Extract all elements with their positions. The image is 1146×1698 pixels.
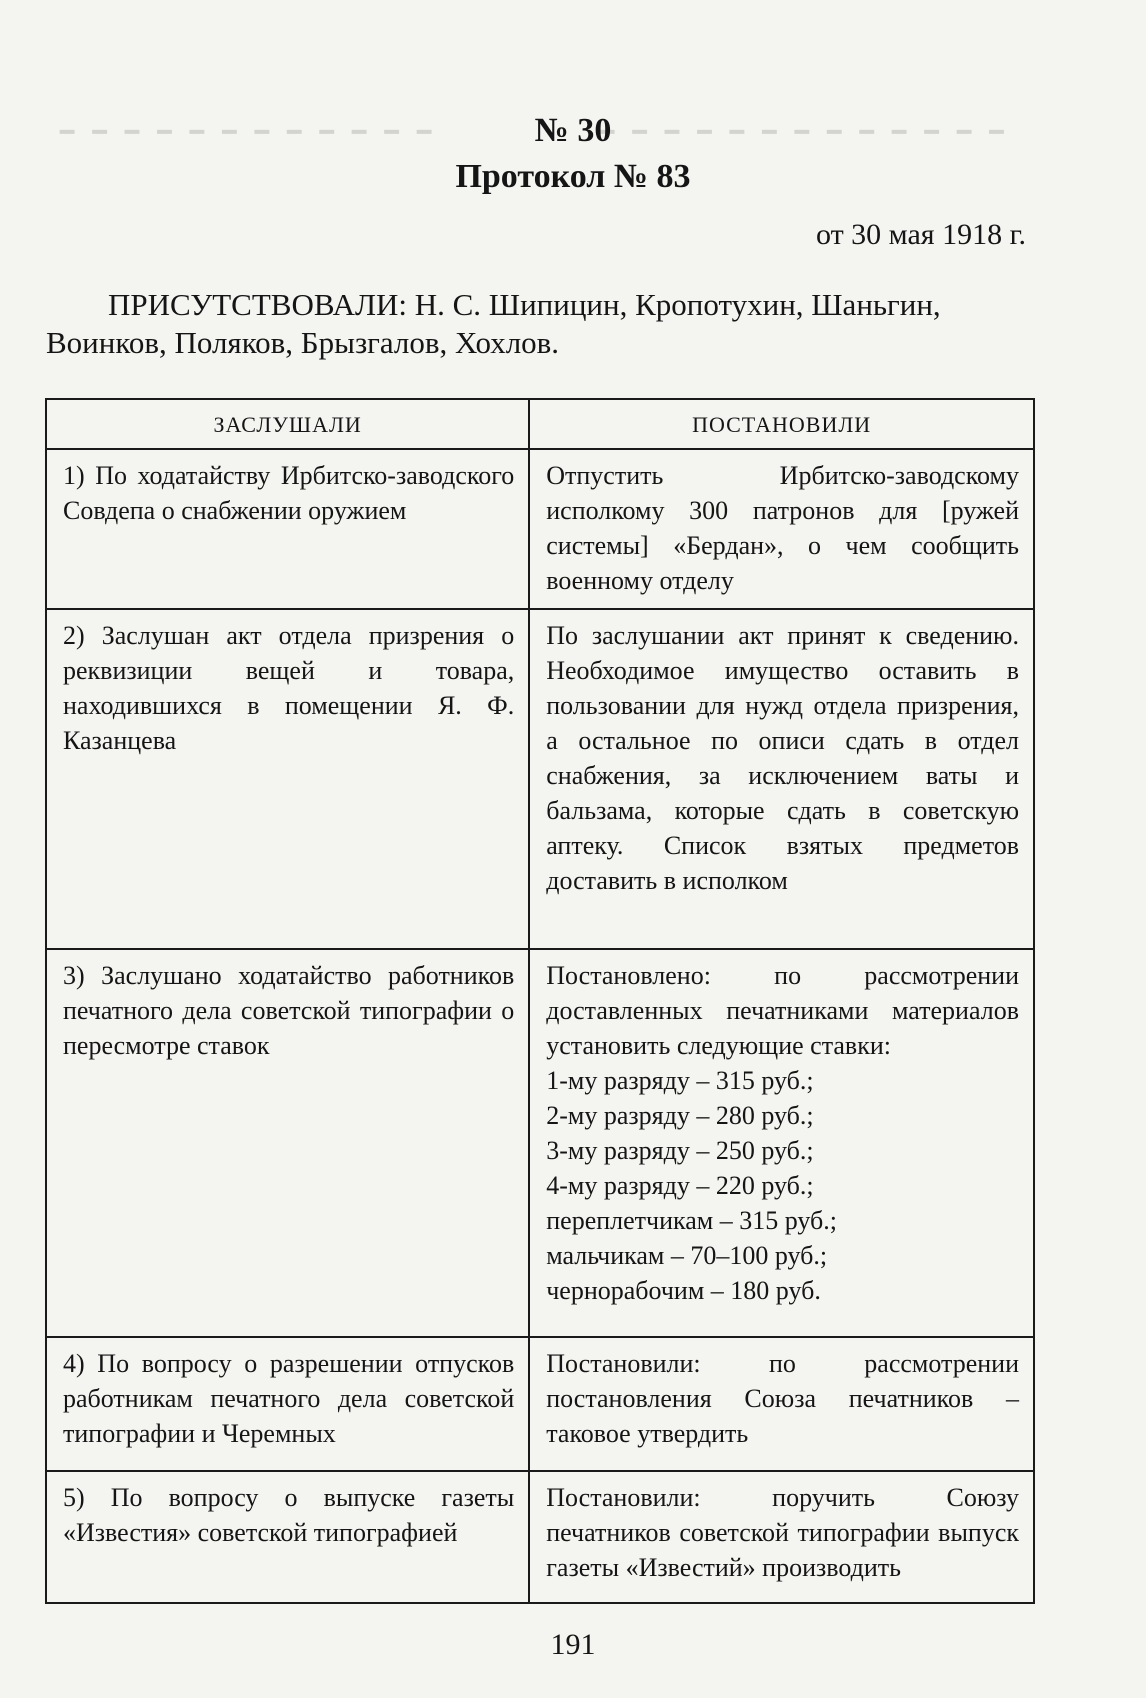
table-header-row — [46, 399, 1034, 449]
document-date: от 30 мая 1918 г. — [815, 218, 1026, 251]
table-row — [46, 949, 1034, 1337]
table-row — [46, 1337, 1034, 1471]
rate-line: 1-му разряду – 315 руб.; — [546, 1066, 814, 1095]
resolved-cell — [529, 949, 1034, 1337]
heard-cell: 1) По ходатайству Ирбитско-заводского Совдепа о снабжении оружием — [46, 449, 529, 609]
page-number: 191 — [550, 1628, 596, 1661]
heard-cell: 5) По вопросу о выпуске газеты «Известия» советской типографией — [46, 1471, 529, 1603]
document-number: № 30 — [534, 112, 612, 149]
table-row — [46, 449, 1034, 609]
bleed-through-texture: ━ ━ ━ ━ ━ ━ ━ ━ ━ ━ ━ ━ — [60, 120, 438, 146]
rate-line: 4-му разряду – 220 руб.; — [546, 1171, 814, 1200]
attendees-paragraph: ПРИСУТСТВОВАЛИ: Н. С. Шипицин, Кропотухин, Шаньгин, Воинков, Поляков, Брызгалов, Хохлов. — [46, 287, 941, 360]
table-row — [46, 609, 1034, 949]
rate-line: переплетчикам – 315 руб.; — [546, 1206, 838, 1235]
resolved-intro: Постановлено: по рассмотрении доставленных печатниками материалов установить следующие ставки: — [546, 961, 1019, 1060]
document-title: Протокол № 83 — [455, 158, 691, 195]
heard-cell: 4) По вопросу о разрешении отпусков работникам печатного дела советской типографии и Черемных — [46, 1337, 529, 1471]
table-row — [46, 1471, 1034, 1603]
rate-line: мальчикам – 70–100 руб.; — [546, 1241, 828, 1270]
minutes-table — [45, 398, 1035, 1604]
header-heard: ЗАСЛУШАЛИ — [46, 399, 529, 449]
resolved-cell: По заслушании акт принят к сведению. Необходимое имущество оставить в пользовании для нужд отдела призрения, а остальное по описи сдать в отдел снабжения, за исключением ваты и бальзама, которые сдать в советскую аптеку. Список взятых предметов доставить в исполком — [529, 609, 1034, 949]
resolved-cell: Отпустить Ирбитско-заводскому исполкому 300 патронов для [ружей системы] «Бердан», о чем сообщить военному отделу — [529, 449, 1034, 609]
resolved-cell: Постановили: поручить Союзу печатников советской типографии выпуск газеты «Известий» производить — [529, 1471, 1034, 1603]
rate-line: 3-му разряду – 250 руб.; — [546, 1136, 814, 1165]
bleed-through-texture: ━ ━ ━ ━ ━ ━ ━ ━ ━ ━ ━ ━ ━ — [600, 120, 1010, 146]
heard-cell: 3) Заслушано ходатайство работников печатного дела советской типографии о пересмотре ставок — [46, 949, 529, 1337]
heard-cell: 2) Заслушан акт отдела призрения о реквизиции вещей и товара, находившихся в помещении Я. Ф. Казанцева — [46, 609, 529, 949]
rate-line: чернорабочим – 180 руб. — [546, 1276, 821, 1305]
resolved-cell: Постановили: по рассмотрении постановления Союза печатников – таковое утвердить — [529, 1337, 1034, 1471]
rate-line: 2-му разряду – 280 руб.; — [546, 1101, 814, 1130]
header-resolved: ПОСТАНОВИЛИ — [529, 399, 1034, 449]
